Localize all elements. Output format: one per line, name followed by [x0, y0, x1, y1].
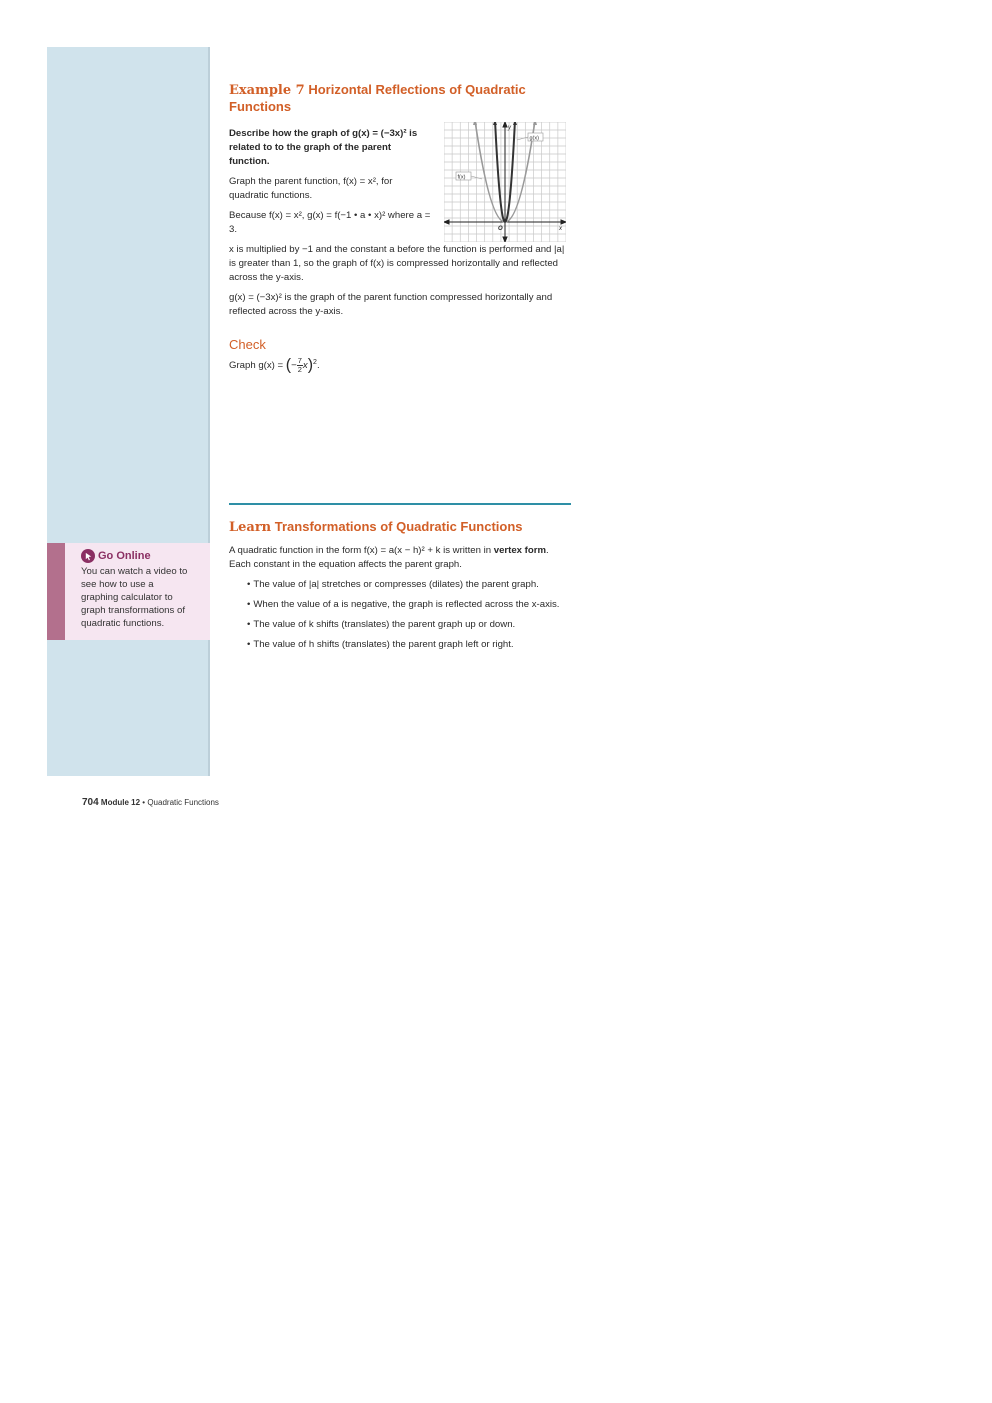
section-divider — [229, 503, 571, 505]
example-heading — [229, 82, 571, 115]
graph-axes — [444, 122, 566, 242]
y-axis-label: y — [508, 125, 511, 131]
example-step-1: Graph the parent function, f(x) = x², for quadratic functions. — [229, 176, 393, 201]
learn-intro-a: A quadratic function in the form f(x) = a(x − h)² + k is written in — [229, 545, 494, 556]
example-step-2: Because f(x) = x², g(x) = f(−1 • a • x)² where a = 3. — [229, 210, 431, 235]
example-prompt: Describe how the graph of g(x) = (−3x)² is related to to the graph of the parent function. — [229, 128, 418, 167]
module-label: Module 12 — [100, 798, 141, 807]
learn-title: Transformations of Quadratic Functions — [274, 519, 523, 534]
check-variable: x — [302, 360, 308, 372]
section-name: Quadratic Functions — [147, 798, 219, 807]
list-item: • The value of h shifts (translates) the parent graph left or right. — [247, 638, 571, 652]
list-item: • When the value of a is negative, the graph is reflected across the x-axis. — [247, 598, 571, 612]
learn-intro-b: . Each constant in the equation affects the parent graph. — [229, 545, 549, 570]
check-end: . — [316, 360, 320, 372]
page-number: 704 — [82, 797, 99, 808]
list-item: • The value of k shifts (translates) the parent graph up or down. — [247, 618, 571, 632]
go-online-title: Go Online — [98, 550, 151, 562]
fraction-denominator: 2 — [297, 365, 302, 375]
learn-intro — [229, 544, 571, 572]
g-curve-arrow-right — [513, 122, 517, 125]
origin-label: O — [498, 226, 503, 232]
g-label: g(x) — [529, 135, 539, 142]
page-footer — [82, 797, 219, 808]
go-online-strip — [47, 543, 65, 640]
g-label-leader — [517, 137, 528, 140]
check-prompt — [229, 356, 571, 374]
example-conclusion: g(x) = (−3x)² is the graph of the parent function compressed horizontally and reflected across the y-axis. — [229, 292, 553, 317]
left-paren: ( — [285, 356, 292, 374]
footer-separator: • — [142, 798, 146, 807]
right-paren: ) — [307, 356, 314, 374]
cursor-icon — [81, 549, 95, 563]
go-online-text: You can watch a video to see how to use a graphing calculator to graph transformations of quadratic functions. — [81, 566, 188, 629]
learn-label: Learn — [229, 520, 272, 535]
check-exponent: 2 — [313, 359, 317, 366]
quadratic-graph — [444, 122, 566, 242]
x-axis-label: x — [559, 226, 562, 232]
f-label: f(x) — [457, 174, 466, 181]
list-item: • The value of |a| stretches or compresses (dilates) the parent graph. — [247, 578, 571, 592]
vertex-form-term: vertex form — [493, 545, 547, 556]
example-title: Horizontal Reflections of Quadratic Functions — [229, 82, 526, 114]
learn-bullet-list — [247, 578, 571, 652]
check-prefix: Graph g(x) = — [229, 360, 286, 372]
example-step-3: x is multiplied by −1 and the constant a before the function is performed and |a| is greater than 1, so the graph of f(x) is compressed horizontally and reflected across the y-axis. — [229, 244, 565, 283]
fraction-numerator: 7 — [297, 356, 302, 366]
learn-heading — [229, 519, 571, 535]
check-heading: Check — [229, 337, 266, 352]
learn-section — [229, 519, 571, 658]
left-margin-panel — [47, 47, 210, 776]
go-online-box — [47, 543, 210, 640]
g-curve-arrow — [493, 122, 497, 125]
check-negative-sign: − — [291, 360, 297, 372]
example-label: Example 7 — [229, 83, 305, 98]
go-online-heading[interactable] — [81, 549, 191, 563]
